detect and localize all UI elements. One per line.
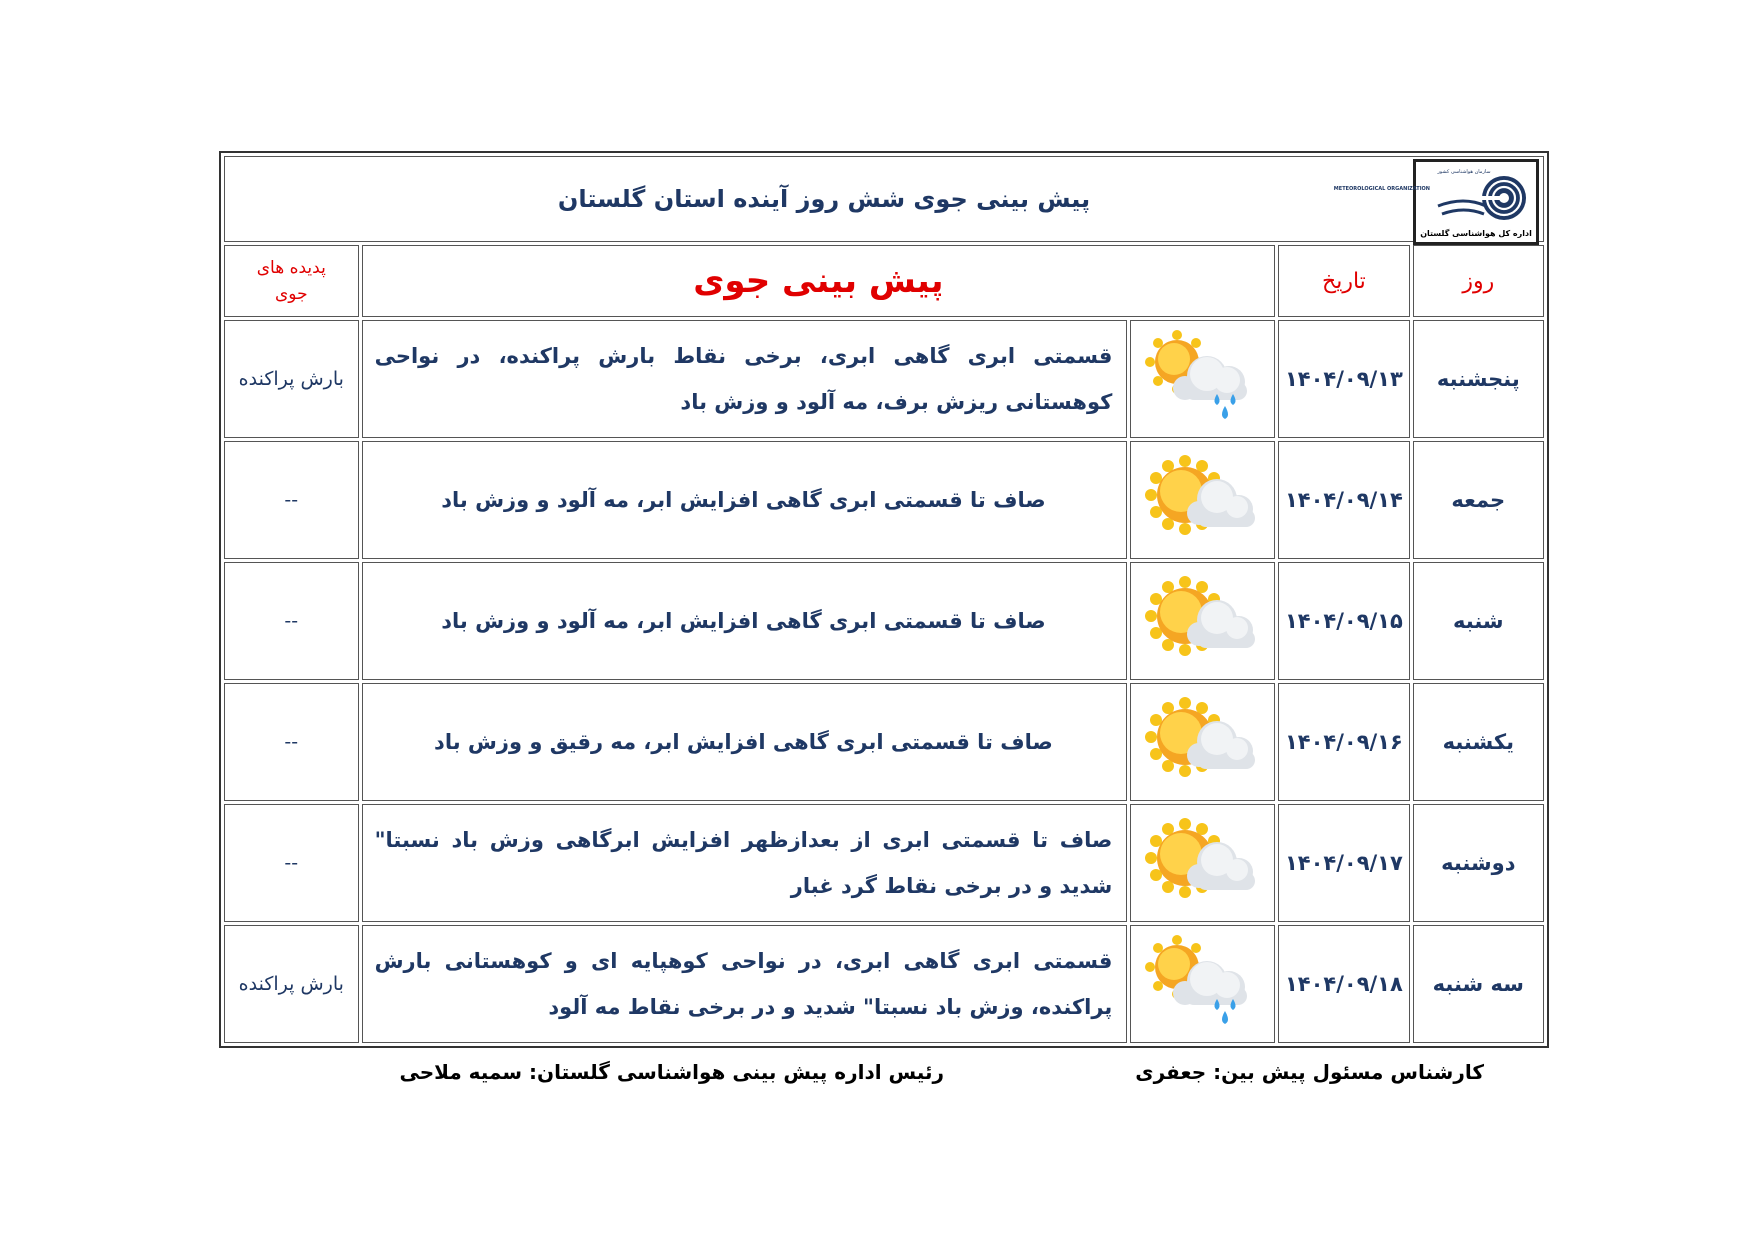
logo-emblem-icon [1333, 166, 1528, 228]
partly-cloudy-icon [1147, 814, 1259, 908]
forecast-text-cell: قسمتی ابری گاهی ابری، در نواحی کوهپایه ای و کوهستانی بارش پراکنده، وزش باد نسبتا" شدید و در برخی نقاط مه آلود [362, 925, 1128, 1043]
hazard-cell: -- [224, 562, 359, 680]
forecast-table [219, 151, 1549, 1048]
partly-cloudy-icon [1147, 451, 1259, 545]
footer-expert: کارشناس مسئول پیش بین: جعفری [1135, 1060, 1484, 1084]
table-row [224, 925, 1544, 1043]
footer-head: رئیس اداره پیش بینی هواشناسی گلستان: سمیه ملاحی [399, 1060, 944, 1084]
table-row [224, 804, 1544, 922]
hazard-cell: -- [224, 441, 359, 559]
forecast-text-cell: قسمتی ابری گاهی ابری، برخی نقاط بارش پراکنده، در نواحی کوهستانی ریزش برف، مه آلود و وزش باد [362, 320, 1128, 438]
weather-icon-cell [1130, 562, 1275, 680]
weather-icon-cell [1130, 441, 1275, 559]
date-cell: ۱۴۰۴/۰۹/۱۴ [1278, 441, 1409, 559]
day-cell: یکشنبه [1413, 683, 1544, 801]
header-hazard-line1: پدیده های [256, 258, 326, 278]
forecast-text-cell: صاف تا قسمتی ابری گاهی افزایش ابر، مه آلود و وزش باد [362, 441, 1128, 559]
day-cell: شنبه [1413, 562, 1544, 680]
header-forecast: پیش بینی جوی [362, 245, 1276, 317]
forecast-text-cell: صاف تا قسمتی ابری از بعدازظهر افزایش ابرگاهی وزش باد نسبتا" شدید و در برخی نقاط گرد غبار [362, 804, 1128, 922]
hazard-cell: بارش پراکنده [224, 320, 359, 438]
meteorological-organization-logo [1333, 159, 1539, 245]
weather-icon-cell [1130, 320, 1275, 438]
logo-text-top: سازمان هواشناسی کشور [1437, 169, 1491, 175]
header-hazard [224, 245, 359, 317]
forecast-sheet [219, 151, 1549, 1048]
weather-icon-cell [1130, 925, 1275, 1043]
sun-cloud-rain-icon [1147, 935, 1259, 1029]
forecast-text-cell: صاف تا قسمتی ابری گاهی افزایش ابر، مه رقیق و وزش باد [362, 683, 1128, 801]
day-cell: دوشنبه [1413, 804, 1544, 922]
weather-icon-cell [1130, 683, 1275, 801]
header-date: تاریخ [1278, 245, 1409, 317]
partly-cloudy-icon [1147, 693, 1259, 787]
header-day: روز [1413, 245, 1544, 317]
table-row [224, 683, 1544, 801]
page-title: پیش بینی جوی شش روز آینده استان گلستان [557, 185, 1091, 213]
date-cell: ۱۴۰۴/۰۹/۱۵ [1278, 562, 1409, 680]
date-cell: ۱۴۰۴/۰۹/۱۷ [1278, 804, 1409, 922]
partly-cloudy-icon [1147, 572, 1259, 666]
date-cell: ۱۴۰۴/۰۹/۱۶ [1278, 683, 1409, 801]
hazard-cell: -- [224, 683, 359, 801]
date-cell: ۱۴۰۴/۰۹/۱۸ [1278, 925, 1409, 1043]
title-row [224, 156, 1544, 242]
logo-caption: اداره کل هواشناسی گلستان [1420, 229, 1532, 238]
table-row [224, 320, 1544, 438]
day-cell: پنجشنبه [1413, 320, 1544, 438]
weather-icon-cell [1130, 804, 1275, 922]
hazard-cell: -- [224, 804, 359, 922]
day-cell: جمعه [1413, 441, 1544, 559]
logo-text-org: METEOROLOGICAL ORGANIZATION [1333, 186, 1430, 192]
table-row [224, 441, 1544, 559]
day-cell: سه شنبه [1413, 925, 1544, 1043]
header-hazard-line2: جوی [274, 284, 308, 304]
sun-cloud-rain-icon [1147, 330, 1259, 424]
forecast-text-cell: صاف تا قسمتی ابری گاهی افزایش ابر، مه آلود و وزش باد [362, 562, 1128, 680]
hazard-cell: بارش پراکنده [224, 925, 359, 1043]
table-row [224, 562, 1544, 680]
date-cell: ۱۴۰۴/۰۹/۱۳ [1278, 320, 1409, 438]
